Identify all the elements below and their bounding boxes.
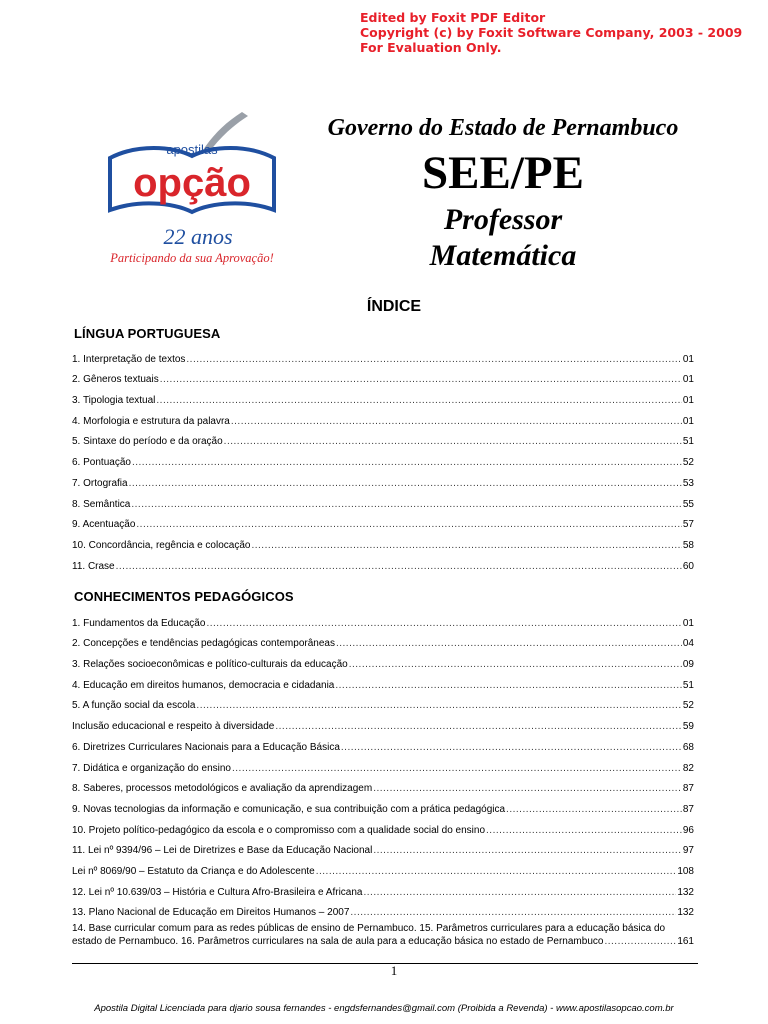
toc-leader-dots bbox=[224, 436, 682, 447]
toc-entry bbox=[72, 794, 694, 815]
toc-entry bbox=[72, 732, 694, 753]
toc-entry-title: 1. Interpretação de textos bbox=[72, 353, 186, 365]
toc-entry bbox=[72, 365, 694, 386]
toc-leader-dots bbox=[186, 354, 681, 365]
toc-entry bbox=[72, 489, 694, 510]
toc-leader-dots bbox=[196, 700, 681, 711]
subject-title: Matemática bbox=[429, 239, 577, 272]
toc-entry-title: 11. Lei nº 9394/96 – Lei de Diretrizes e Base da Educação Nacional bbox=[72, 845, 373, 857]
page-number: 1 bbox=[390, 963, 398, 978]
toc-leader-dots bbox=[232, 763, 682, 774]
toc-leader-dots bbox=[136, 519, 681, 530]
toc-page-number: 01 bbox=[682, 395, 694, 407]
toc-leader-dots bbox=[335, 680, 682, 691]
toc-page-number: 51 bbox=[682, 436, 694, 448]
document-header bbox=[282, 112, 724, 274]
toc-leader-dots bbox=[373, 783, 682, 794]
toc-entry-title: 2. Concepções e tendências pedagógicas contemporâneas bbox=[72, 638, 335, 650]
toc-page-number: 132 bbox=[677, 886, 694, 898]
toc-entry bbox=[72, 629, 694, 650]
toc-page-number: 87 bbox=[682, 783, 694, 795]
toc-entry-title: 5. A função social da escola bbox=[72, 700, 196, 712]
toc-entry bbox=[72, 923, 694, 948]
toc-page-number: 01 bbox=[682, 617, 694, 629]
toc-entry bbox=[72, 608, 694, 629]
toc-page-number: 96 bbox=[682, 824, 694, 836]
logo-top-text: apostilas bbox=[166, 142, 218, 157]
toc-page-number: 04 bbox=[682, 638, 694, 650]
toc-page-number: 52 bbox=[682, 457, 694, 469]
toc-entry bbox=[72, 711, 694, 732]
toc-entry-title: Lei nº 8069/90 – Estatuto da Criança e do Adolescente bbox=[72, 865, 315, 877]
toc-leader-dots bbox=[132, 457, 682, 468]
toc-leader-dots bbox=[156, 395, 681, 406]
toc-entry-title: 5. Sintaxe do período e da oração bbox=[72, 436, 223, 448]
toc-leader-dots bbox=[604, 936, 676, 949]
toc-entry-title: 11. Crase bbox=[72, 560, 115, 572]
evaluation-watermark bbox=[360, 10, 742, 55]
toc-entry bbox=[72, 836, 694, 857]
toc-list-conhecimentos-pedagogicos bbox=[72, 608, 694, 948]
watermark-line: Edited by Foxit PDF Editor bbox=[360, 10, 546, 25]
toc-entry-title: Inclusão educacional e respeito à diversidade bbox=[72, 721, 275, 733]
license-footer: Apostila Digital Licenciada para djario sousa fernandes - engdsfernandes@gmail.com (Proibida a Revenda) - www.apostilasopcao.com.br bbox=[94, 1003, 674, 1014]
watermark-line: Copyright (c) by Foxit Software Company, 2003 - 2009 bbox=[360, 25, 743, 40]
government-title: Governo do Estado de Pernambuco bbox=[327, 115, 679, 141]
toc-leader-dots bbox=[129, 478, 682, 489]
toc-page-number: 87 bbox=[682, 803, 694, 815]
toc-entry-title: 3. Relações socioeconômicas e político-culturais da educação bbox=[72, 659, 348, 671]
toc-entry bbox=[72, 774, 694, 795]
toc-leader-dots bbox=[349, 659, 682, 670]
toc-page-number: 01 bbox=[682, 415, 694, 427]
toc-entry-title: 14. Base curricular comum para as redes públicas de ensino de Pernambuco. 15. Parâmetros curriculares para a educação básica do bbox=[72, 923, 666, 935]
toc-entry-title: 2. Gêneros textuais bbox=[72, 374, 159, 386]
toc-entry bbox=[72, 530, 694, 551]
section-title-lingua-portuguesa: LÍNGUA PORTUGUESA bbox=[74, 326, 221, 341]
section-title-conhecimentos-pedagogicos: CONHECIMENTOS PEDAGÓGICOS bbox=[74, 589, 294, 604]
toc-entry bbox=[72, 877, 694, 898]
toc-entry-title: 9. Novas tecnologias da informação e comunicação, e sua contribuição com a prática pedagógica bbox=[72, 803, 506, 815]
toc-entry bbox=[72, 815, 694, 836]
toc-entry-title: 10. Concordância, regência e colocação bbox=[72, 539, 251, 551]
logo-years: 22 anos bbox=[163, 224, 233, 249]
toc-entry-title: 7. Ortografia bbox=[72, 477, 128, 489]
toc-entry-title: 8. Saberes, processos metodológicos e avaliação da aprendizagem bbox=[72, 783, 373, 795]
toc-entry-title: 6. Pontuação bbox=[72, 457, 131, 469]
toc-page-number: 52 bbox=[682, 700, 694, 712]
toc-entry-title: 6. Diretrizes Curriculares Nacionais para a Educação Básica bbox=[72, 741, 340, 753]
watermark-line: For Evaluation Only. bbox=[360, 40, 502, 55]
toc-entry bbox=[72, 856, 694, 877]
toc-leader-dots bbox=[350, 907, 676, 918]
toc-page-number: 68 bbox=[682, 741, 694, 753]
toc-entry bbox=[72, 427, 694, 448]
toc-entry bbox=[72, 510, 694, 531]
toc-page-number: 51 bbox=[682, 679, 694, 691]
toc-entry-title: 3. Tipologia textual bbox=[72, 395, 156, 407]
toc-entry-title-continued: estado de Pernambuco. 16. Parâmetros curriculares na sala de aula para a educação básica no estado de Pernambuco bbox=[72, 935, 604, 947]
toc-entry bbox=[72, 670, 694, 691]
toc-leader-dots bbox=[275, 721, 682, 732]
toc-leader-dots bbox=[341, 742, 682, 753]
toc-page-number: 58 bbox=[682, 539, 694, 551]
toc-entry-title: 10. Projeto político-pedagógico da escola e o compromisso com a qualidade social do ensino bbox=[72, 824, 486, 836]
toc-entry bbox=[72, 385, 694, 406]
toc-leader-dots bbox=[373, 845, 682, 856]
toc-leader-dots bbox=[160, 374, 682, 385]
toc-leader-dots bbox=[506, 804, 682, 815]
toc-entry-title: 4. Morfologia e estrutura da palavra bbox=[72, 415, 230, 427]
toc-entry bbox=[72, 753, 694, 774]
toc-page-number: 53 bbox=[682, 477, 694, 489]
toc-entry bbox=[72, 649, 694, 670]
toc-page-number: 09 bbox=[682, 659, 694, 671]
toc-page-number: 59 bbox=[682, 721, 694, 733]
toc-entry bbox=[72, 691, 694, 712]
logo-tagline: Participando da sua Aprovação! bbox=[110, 251, 274, 265]
toc-page-number: 161 bbox=[677, 935, 694, 947]
toc-leader-dots bbox=[206, 618, 681, 629]
toc-leader-dots bbox=[316, 866, 677, 877]
toc-page-number: 108 bbox=[677, 865, 694, 877]
toc-leader-dots bbox=[116, 561, 682, 572]
toc-page-number: 97 bbox=[682, 845, 694, 857]
toc-leader-dots bbox=[336, 638, 682, 649]
logo-brand: opção bbox=[133, 161, 251, 205]
toc-entry-title: 1. Fundamentos da Educação bbox=[72, 617, 206, 629]
toc-page-number: 55 bbox=[682, 498, 694, 510]
toc-entry-title: 13. Plano Nacional de Educação em Direitos Humanos – 2007 bbox=[72, 907, 350, 919]
toc-page-number: 01 bbox=[682, 374, 694, 386]
toc-entry bbox=[72, 468, 694, 489]
toc-leader-dots bbox=[231, 416, 682, 427]
toc-entry-title: 8. Semântica bbox=[72, 498, 131, 510]
toc-page-number: 82 bbox=[682, 762, 694, 774]
apostilas-opcao-logo bbox=[92, 108, 292, 268]
toc-leader-dots bbox=[251, 540, 681, 551]
index-title: ÍNDICE bbox=[366, 298, 422, 315]
toc-page-number: 57 bbox=[682, 519, 694, 531]
toc-entry bbox=[72, 551, 694, 572]
toc-page-number: 01 bbox=[682, 353, 694, 365]
toc-entry bbox=[72, 406, 694, 427]
toc-entry-title: 12. Lei nº 10.639/03 – História e Cultura Afro-Brasileira e Africana bbox=[72, 886, 363, 898]
toc-entry bbox=[72, 898, 694, 919]
toc-entry-title: 9. Acentuação bbox=[72, 519, 136, 531]
toc-list-lingua-portuguesa bbox=[72, 344, 694, 572]
toc-leader-dots bbox=[131, 499, 682, 510]
toc-entry bbox=[72, 344, 694, 365]
toc-entry bbox=[72, 447, 694, 468]
toc-leader-dots bbox=[363, 887, 676, 898]
organization-title: SEE/PE bbox=[422, 147, 584, 199]
toc-entry-title: 4. Educação em direitos humanos, democracia e cidadania bbox=[72, 679, 335, 691]
toc-entry-title: 7. Didática e organização do ensino bbox=[72, 762, 231, 774]
toc-page-number: 60 bbox=[682, 560, 694, 572]
toc-page-number: 132 bbox=[677, 907, 694, 919]
toc-leader-dots bbox=[486, 825, 682, 836]
role-title: Professor bbox=[443, 203, 563, 236]
